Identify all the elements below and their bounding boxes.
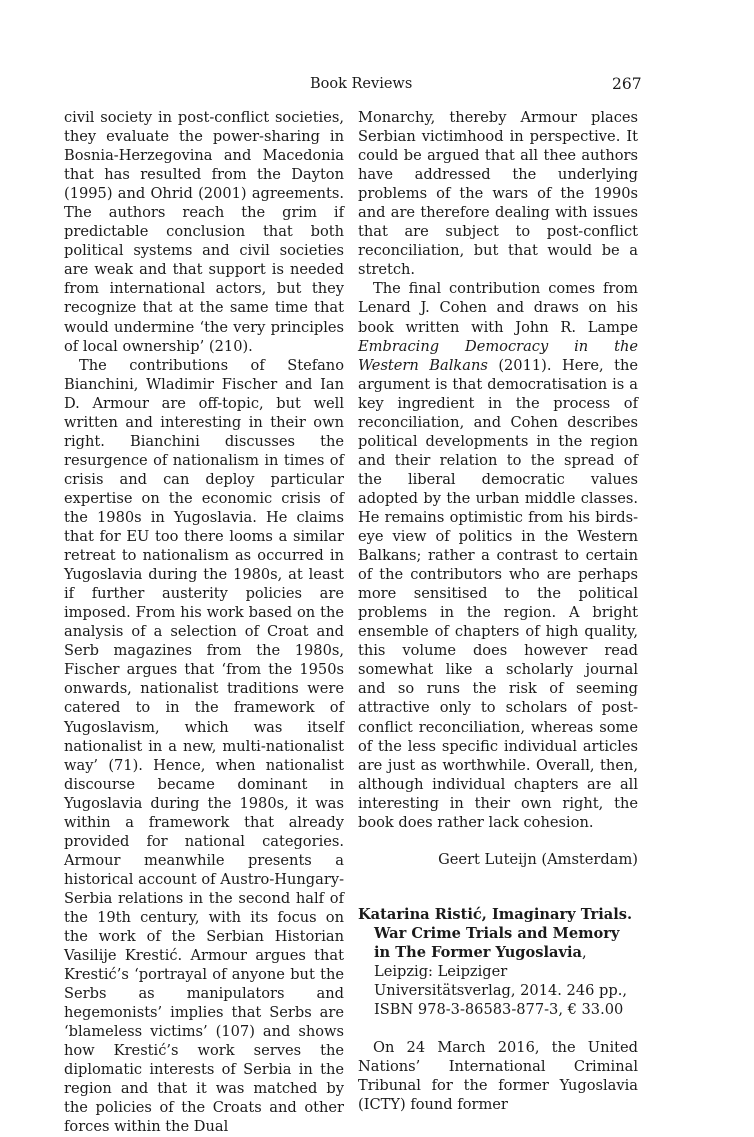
paragraph: civil society in post-conflict societies, they evaluate the power-sharing in Bosnia-Herzegovina and Macedonia that has resulted from the Dayton (1995) and Ohrid (2001) agreements. The authors reach the grim if predictable conclusion that both political systems and civil societies are weak and that support is needed from international actors, but they recognize that at the same time that would undermine ‘the very principles of local ownership’ (210). xyxy=(64,109,344,355)
left-column xyxy=(64,108,344,1137)
review-heading xyxy=(358,905,638,1019)
page-number: 267 xyxy=(612,75,642,93)
reviewer-signature: Geert Luteijn (Amsterdam) xyxy=(438,850,638,868)
review-publication-info: , Leipzig: Leipziger Universitätsverlag, 2014. 246 pp., ISBN 978-3-86583-877-3, € 33.00 xyxy=(374,943,628,1019)
paragraph: The contributions of Stefano Bianchini, Wladimir Fischer and Ian D. Armour are off-topic, but well written and interesting in their own right. Bianchini discusses the resurgence of nationalism in times of crisis and can deploy particular expertise on the economic crisis of the 1980s in Yugoslavia. He claims that for EU too there looms a similar retreat to nationalism as occurred in Yugoslavia during the 1980s, at least if further austerity policies are imposed. From his work based on the analysis of a selection of Croat and Serb magazines from the 1980s, Fischer argues that ‘from the 1950s onwards, nationalist traditions were catered to in the framework of Yugoslavism, which was itself nationalist in a new, multi-nationalist way’ (71). Hence, when nationalist discourse became dominant in Yugoslavia during the 1980s, it was within a framework that already provided for national categories. Armour meanwhile presents a historical account of Austro-Hungary-Serbia relations in the second half of the 19th century, with its focus on the work of the Serbian Historian Vasilije Krestić. Armour argues that Krestić’s ‘portrayal of anyone but the Serbs as manipulators and hegemonists’ implies that Serbs are ‘blameless victims’ (107) and shows how Krestić’s work serves the diplomatic interests of Serbia in the region and that it was matched by the policies of the Croats and other forces within the Dual xyxy=(64,356,344,1136)
paragraph-text: (2011). Here, the argument is that democratisation is a key ingredient in the process of reconciliation, and Cohen describes political developments in the region and their relation to the spread of the liberal democratic values adopted by the urban middle classes. He remains optimistic from his birds-eye view of politics in the Western Balkans; rather a contrast to certain of the contributors who are perhaps more sensitised to the political problems in the region. A bright ensemble of chapters of high quality, this volume does however read somewhat like a scholarly journal and so runs the risk of seeming attractive only to scholars of post-conflict reconciliation, whereas some of the less specific individual articles are just as worthwhile. Overall, then, although individual chapters are all interesting in their own right, the book does rather lack cohesion. xyxy=(358,356,638,831)
book-title-italic: Embracing Democracy in the Western Balkans xyxy=(358,337,638,374)
right-column xyxy=(358,108,638,1114)
paragraph xyxy=(358,279,638,831)
paragraph: Monarchy, thereby Armour places Serbian victimhood in perspective. It could be argued that all thee authors have addressed the underlying problems of the wars of the 1990s and are therefore dealing with issues that are subject to post-conflict reconciliation, but that would be a stretch. xyxy=(358,109,638,279)
paragraph: On 24 March 2016, the United Nations’ International Criminal Tribunal for the former Yugoslavia (ICTY) found former xyxy=(358,1039,638,1114)
paragraph-text: The final contribution comes from Lenard J. Cohen and draws on his book written with John R. Lampe xyxy=(358,280,638,336)
review-book-title: Katarina Ristić, Imaginary Trials. War Crime Trials and Memory in The Former Yugoslavia xyxy=(358,905,633,961)
running-head: Book Reviews xyxy=(310,76,413,92)
